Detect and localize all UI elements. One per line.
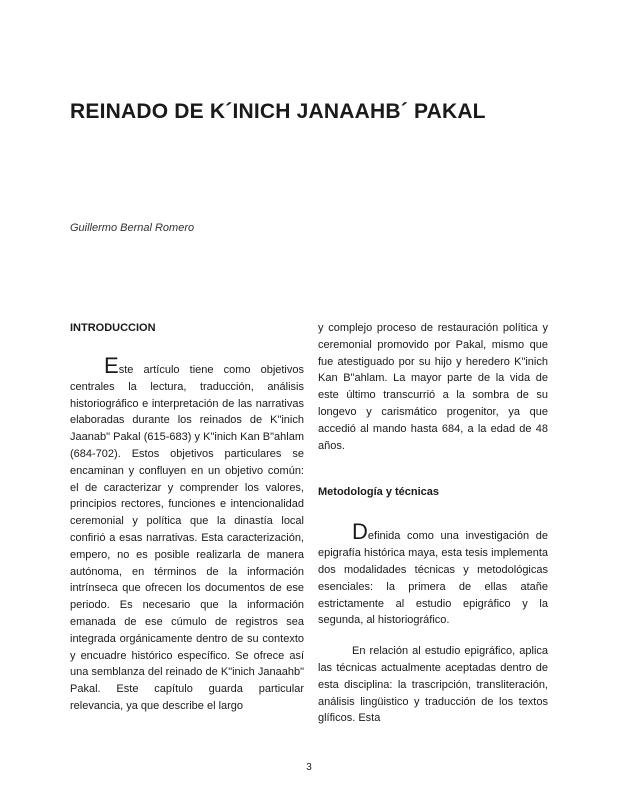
author-name: Guillermo Bernal Romero bbox=[70, 222, 195, 234]
left-column bbox=[70, 320, 304, 715]
methodology-paragraph-2 bbox=[318, 643, 548, 727]
methodology-body-text: efinida como una investigación de epigrafía histórica maya, esta tesis implementa dos modalidades técnicas y metodológicas esenciales: la primera de ellas atañe estrictamente al estudio epigráfico y la segunda, al historiográfico. bbox=[318, 530, 548, 627]
section-heading-metodologia: Metodología y técnicas bbox=[318, 486, 440, 499]
dropcap-letter: D bbox=[352, 519, 368, 545]
right-column bbox=[318, 320, 548, 727]
intro-body-text: ste artículo tiene como objetivos centrales la lectura, traducción, análisis historiográfico e interpretación de las narrativas elaboradas durante los reinados de K"inich Jaanab" Pakal (615-683) y K"inich Kan B"ahlam (684-702). Estos objetivos particulares se encaminan y confluyen en un objetivo común: el de caracterizar y comprender los valores, principios rectores, funciones e intencionalidad ceremonial y política que la dinastía local confirió a esas narrativas. Esta caracterización, empero, no es posible realizarla de manera autónoma, en términos de la información intrínseca que ofrecen los documentos de ese periodo. Es necesario que la información emanada de ese cúmulo de registros sea integrada orgánicamente dentro de su contexto y encuadre histórico específico. Se ofrece así una semblanza del reinado de K"inich Janaahb" Pakal. Este capítulo guarda particular relevancia, ya que describe el largo bbox=[70, 364, 304, 712]
section-heading-introduccion: INTRODUCCION bbox=[70, 322, 156, 334]
page-title: REINADO DE K´INICH JANAAHB´ PAKAL bbox=[70, 100, 486, 123]
intro-continued-paragraph: y complejo proceso de restauración política y ceremonial promovido por Pakal, mismo que fue atestiguado por su hijo y heredero K"inich Kan B"ahlam. La mayor parte de la vida de este último transcurrió a la sombra de su longevo y carismático progenitor, ya que accedió al mando hasta 684, a la edad de 48 años. bbox=[318, 322, 548, 452]
methodology-paragraph bbox=[318, 519, 548, 629]
intro-paragraph bbox=[70, 353, 304, 715]
methodology-paragraph-2-text: En relación al estudio epigráfico, aplica las técnicas actualmente aceptadas dentro de esta disciplina: la trascripción, transliteración, análisis lingüistico y traducción de los textos glíficos. Esta bbox=[318, 645, 548, 725]
dropcap-letter: E bbox=[104, 353, 119, 378]
page-number: 3 bbox=[306, 762, 312, 773]
